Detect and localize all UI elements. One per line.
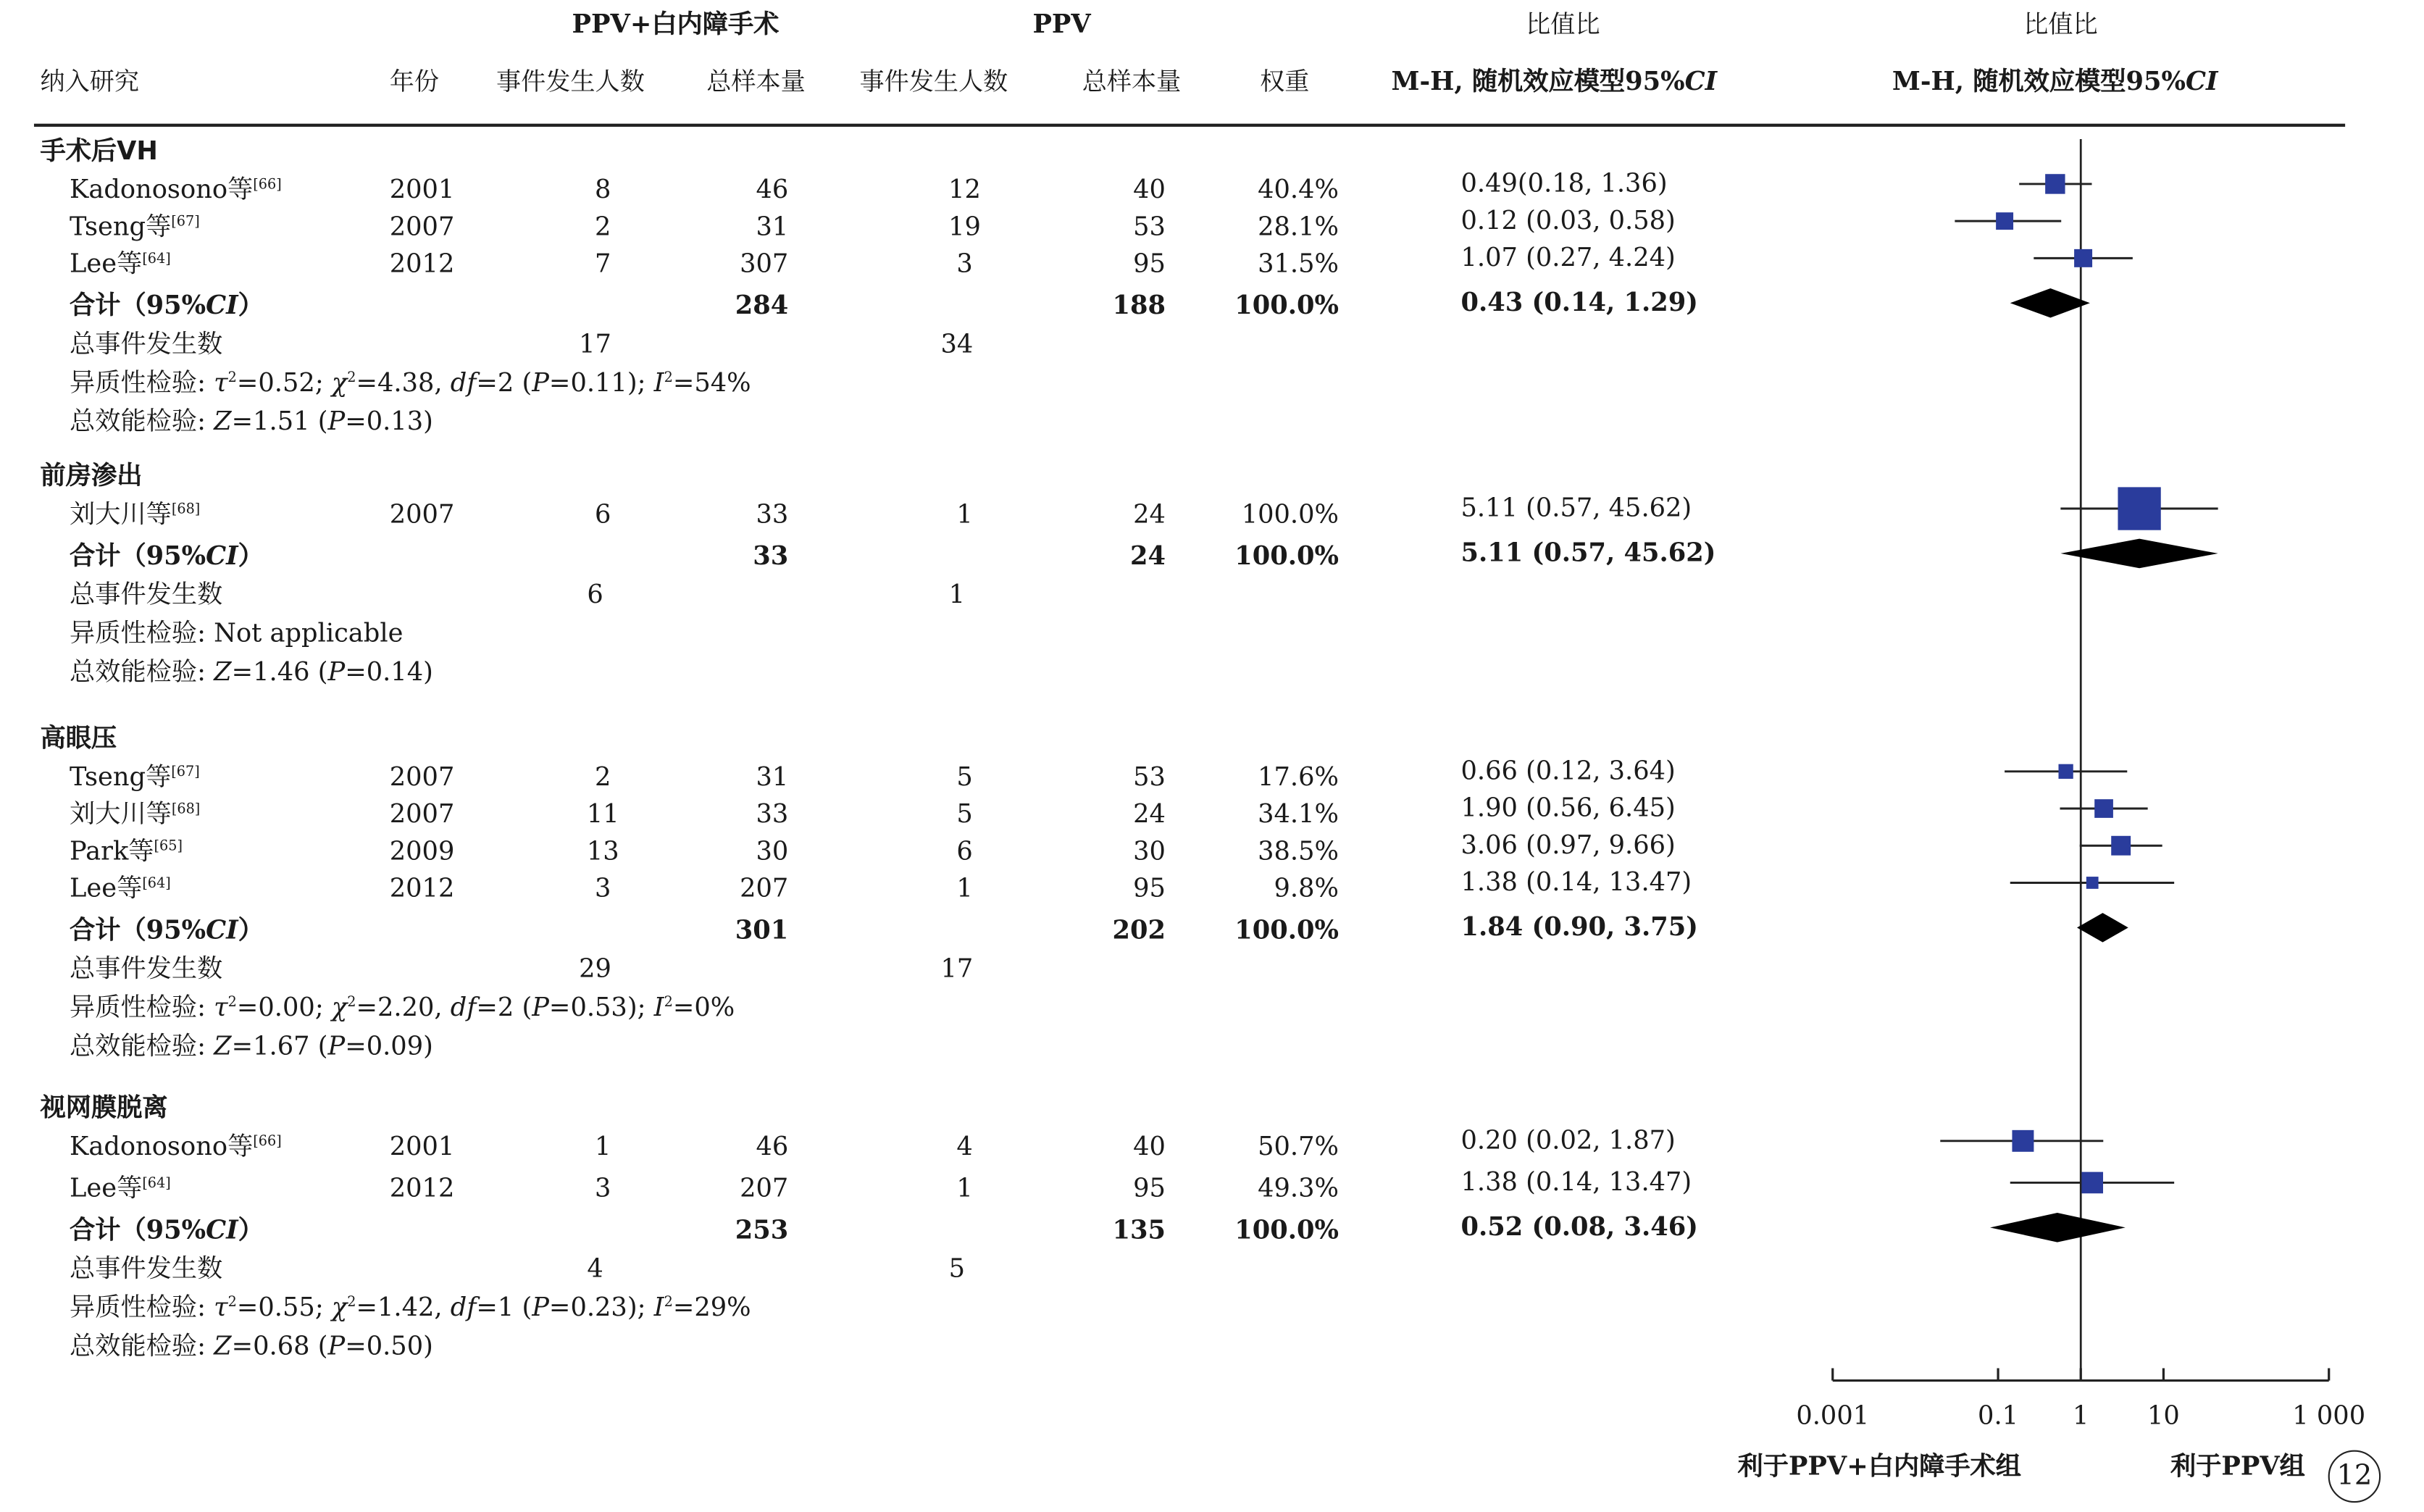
heterogeneity-symbol: = <box>236 992 259 1022</box>
effect-symbol: ) <box>423 406 433 436</box>
heterogeneity-symbol: df <box>450 1292 477 1322</box>
total-label-part: ） <box>238 540 264 571</box>
effect-symbol: ( <box>309 406 328 436</box>
effect-value: 1.46 <box>253 656 310 687</box>
study-ref: [65] <box>154 839 183 856</box>
total-label-part: ） <box>238 291 264 320</box>
study-square <box>2094 799 2113 818</box>
study-year: 2007 <box>389 212 455 241</box>
subgroup-title: 手术后VH <box>40 135 158 166</box>
heterogeneity-symbol: 2 <box>664 371 673 387</box>
total-ppv-cataract: 46 <box>756 1132 789 1161</box>
effect-symbol: ) <box>423 1331 433 1361</box>
events-ppv: 5 <box>956 799 973 829</box>
total-ppv-cataract: 207 <box>740 1173 789 1203</box>
study-square <box>2045 174 2065 193</box>
effect-symbol: ) <box>423 656 433 687</box>
effect-symbol: Z <box>214 1031 232 1061</box>
heterogeneity-symbol: P <box>532 992 549 1022</box>
total-ci-text: 0.43 (0.14, 1.29) <box>1460 287 1698 317</box>
heterogeneity-value: 2 <box>497 992 514 1022</box>
total-n-ppv-cataract: 33 <box>753 540 789 571</box>
heterogeneity-symbol: I <box>653 1292 664 1322</box>
study-ci-text: 5.11 (0.57, 45.62) <box>1460 493 1692 523</box>
study-name: Kadonosono等 <box>70 175 254 204</box>
study-year: 2007 <box>389 799 455 829</box>
study-square <box>1996 212 2013 230</box>
study-year: 2012 <box>389 873 455 903</box>
events-sum-ppv-cataract: 29 <box>579 953 611 984</box>
effect-value: 0.68 <box>253 1331 310 1361</box>
heterogeneity-label: 异质性检验: <box>70 1292 214 1322</box>
col-year: 年份 <box>389 66 440 96</box>
events-label: 总事件发生数 <box>70 1253 223 1284</box>
effect-symbol: ( <box>309 656 328 687</box>
study-weight: 100.0% <box>1241 499 1339 529</box>
study-name: 刘大川等 <box>70 799 172 829</box>
study-ci-text: 1.38 (0.14, 13.47) <box>1460 1167 1692 1197</box>
col-method-right-text: M-H, 随机效应模型95% <box>1892 66 2186 96</box>
col-events-2: 事件发生人数 <box>859 66 1008 96</box>
study-weight: 34.1% <box>1258 799 1339 829</box>
total-ppv: 40 <box>1133 175 1166 204</box>
heterogeneity-value: 0.11 <box>570 367 627 398</box>
heterogeneity-symbol: = <box>356 1292 377 1322</box>
group-header-ppv-cataract: PPV+白内障手术 <box>572 9 780 39</box>
total-ppv: 53 <box>1133 212 1166 241</box>
study-ci-text: 1.90 (0.56, 6.45) <box>1460 793 1676 823</box>
events-ppv-cataract: 2 <box>595 762 611 792</box>
or-header-right: 比值比 <box>2023 9 2098 39</box>
events-ppv: 4 <box>956 1132 973 1161</box>
events-ppv-cataract: 1 <box>595 1132 611 1161</box>
heterogeneity-value: 0.53 <box>570 992 627 1022</box>
study-ci-text: 0.66 (0.12, 3.64) <box>1460 756 1676 786</box>
study-weight: 40.4% <box>1258 175 1339 204</box>
total-label-part: CI <box>206 291 238 320</box>
effect-value: 0.13 <box>366 406 424 436</box>
effect-symbol: ( <box>309 1331 328 1361</box>
effect-symbol: ( <box>309 1031 328 1061</box>
events-ppv: 1 <box>956 1173 973 1203</box>
events-ppv-cataract: 7 <box>595 248 611 279</box>
col-total-1: 总样本量 <box>706 66 806 96</box>
study-square <box>2111 836 2131 856</box>
heterogeneity-symbol: I <box>653 992 664 1022</box>
heterogeneity-value: 2 <box>497 367 514 398</box>
heterogeneity-symbol: = <box>672 367 695 398</box>
figure-number-badge: 12 <box>2328 1450 2381 1503</box>
heterogeneity-symbol: I <box>653 367 664 398</box>
events-ppv: 5 <box>956 762 973 792</box>
events-ppv-cataract: 13 <box>586 836 619 866</box>
subgroup-title: 前房渗出 <box>40 460 143 490</box>
heterogeneity-symbol: df <box>450 367 477 398</box>
effect-symbol: ) <box>423 1031 433 1061</box>
effect-value: 0.14 <box>366 656 424 687</box>
heterogeneity-symbol: 2 <box>227 995 237 1011</box>
heterogeneity-symbol: ( <box>514 992 532 1022</box>
events-sum-ppv-cataract: 17 <box>579 329 611 359</box>
heterogeneity-label: 异质性检验: <box>70 367 214 398</box>
total-label-part: 合计（95% <box>70 540 206 571</box>
x-tick-label: 0.001 <box>1796 1400 1870 1430</box>
events-ppv: 1 <box>956 499 973 529</box>
study-ref: [68] <box>171 502 201 518</box>
favors-right-label: 利于PPV组 <box>2170 1451 2305 1482</box>
heterogeneity-symbol: 2 <box>347 371 356 387</box>
study-square <box>2012 1130 2034 1152</box>
events-ppv-cataract: 8 <box>595 175 611 204</box>
heterogeneity-symbol: = <box>236 367 259 398</box>
total-ci-text: 1.84 (0.90, 3.75) <box>1460 912 1698 942</box>
heterogeneity-symbol: ; <box>314 367 332 398</box>
total-ppv: 40 <box>1133 1132 1166 1161</box>
total-ppv: 24 <box>1133 799 1166 829</box>
study-year: 2001 <box>389 175 455 204</box>
total-ppv: 24 <box>1133 499 1166 529</box>
heterogeneity-symbol: 2 <box>347 995 356 1011</box>
effect-value: 1.51 <box>253 406 310 436</box>
study-year: 2009 <box>389 836 455 866</box>
heterogeneity-value: 1 <box>497 1292 514 1322</box>
events-ppv-cataract: 2 <box>595 212 611 241</box>
heterogeneity-symbol: 2 <box>347 1295 356 1311</box>
heterogeneity-value: 29% <box>694 1292 751 1322</box>
heterogeneity-symbol: = <box>476 992 498 1022</box>
effect-value: 1.67 <box>253 1031 310 1061</box>
total-weight: 100.0% <box>1234 291 1339 320</box>
heterogeneity-symbol: ( <box>514 1292 532 1322</box>
heterogeneity-symbol: = <box>476 367 498 398</box>
col-study: 纳入研究 <box>40 66 140 96</box>
group-header-ppv: PPV <box>1032 9 1091 39</box>
study-ci-text: 1.07 (0.27, 4.24) <box>1460 243 1676 272</box>
study-ci-text: 3.06 (0.97, 9.66) <box>1460 830 1676 860</box>
events-ppv-cataract: 11 <box>586 799 619 829</box>
total-label-part: ） <box>238 915 264 945</box>
total-ppv: 53 <box>1133 762 1166 792</box>
effect-symbol: P <box>327 1331 346 1361</box>
total-ppv-cataract: 33 <box>756 799 789 829</box>
heterogeneity-value: 0.55 <box>258 1292 315 1322</box>
total-ppv-cataract: 31 <box>756 212 789 241</box>
events-sum-ppv: 1 <box>948 580 966 609</box>
events-ppv-cataract: 6 <box>595 499 611 529</box>
total-ppv: 95 <box>1133 1173 1166 1203</box>
effect-symbol: = <box>231 1331 254 1361</box>
total-n-ppv-cataract: 284 <box>735 291 789 320</box>
heterogeneity-value: 0% <box>694 992 735 1022</box>
heterogeneity-symbol: 2 <box>664 995 673 1011</box>
total-label-part: CI <box>206 540 238 571</box>
pooled-diamond <box>2060 539 2218 569</box>
study-weight: 50.7% <box>1258 1132 1339 1161</box>
pooled-diamond <box>1990 1213 2126 1242</box>
total-label-part: CI <box>206 1215 238 1245</box>
effect-symbol: Z <box>214 406 232 436</box>
total-ppv-cataract: 31 <box>756 762 789 792</box>
study-ref: [68] <box>171 802 201 818</box>
total-n-ppv: 202 <box>1112 915 1166 945</box>
heterogeneity-text: Not applicable <box>214 618 404 648</box>
study-name: Park等 <box>70 836 154 866</box>
study-ci-text: 0.20 (0.02, 1.87) <box>1460 1125 1676 1156</box>
heterogeneity-symbol: χ <box>331 367 348 398</box>
heterogeneity-symbol: , <box>434 992 451 1022</box>
pooled-diamond <box>2010 288 2090 318</box>
heterogeneity-symbol: 2 <box>227 371 237 387</box>
heterogeneity-value: 0.52 <box>258 367 315 398</box>
heterogeneity-symbol: df <box>450 992 477 1022</box>
study-ci-text: 0.49(0.18, 1.36) <box>1460 168 1668 199</box>
study-ci-text: 0.12 (0.03, 0.58) <box>1460 205 1676 235</box>
heterogeneity-label: 异质性检验: <box>70 618 214 648</box>
effect-symbol: = <box>345 1331 367 1361</box>
study-year: 2001 <box>389 1132 455 1161</box>
x-tick-label: 1 000 <box>2292 1400 2366 1430</box>
heterogeneity-symbol: τ <box>214 992 228 1022</box>
study-year: 2012 <box>389 1173 455 1203</box>
study-year: 2012 <box>389 248 455 279</box>
study-ref: [66] <box>253 177 282 193</box>
heterogeneity-symbol: = <box>356 367 377 398</box>
total-label-part: 合计（95% <box>70 915 206 945</box>
effect-symbol: = <box>231 1031 254 1061</box>
total-n-ppv: 135 <box>1112 1215 1166 1245</box>
heterogeneity-value: 0.23 <box>570 1292 627 1322</box>
effect-symbol: P <box>327 1031 346 1061</box>
heterogeneity-symbol: ( <box>514 367 532 398</box>
heterogeneity-symbol: χ <box>331 1292 348 1322</box>
effect-value: 总效能检验: <box>70 1031 214 1061</box>
study-square <box>2081 1172 2103 1194</box>
study-year: 2007 <box>389 499 455 529</box>
study-weight: 49.3% <box>1258 1173 1339 1203</box>
effect-symbol: = <box>231 406 254 436</box>
effect-value: 总效能检验: <box>70 1331 214 1361</box>
heterogeneity-symbol: τ <box>214 1292 228 1322</box>
events-ppv-cataract: 3 <box>595 873 611 903</box>
effect-value: 0.09 <box>366 1031 424 1061</box>
events-label: 总事件发生数 <box>70 329 223 359</box>
total-ppv: 30 <box>1133 836 1166 866</box>
heterogeneity-symbol: = <box>548 992 571 1022</box>
study-ref: [67] <box>171 765 200 781</box>
study-ref: [67] <box>171 214 200 230</box>
study-weight: 28.1% <box>1258 212 1339 241</box>
events-sum-ppv: 5 <box>948 1253 966 1284</box>
study-name: Lee等 <box>70 1173 143 1203</box>
total-ppv-cataract: 33 <box>756 499 789 529</box>
events-ppv: 19 <box>948 212 981 241</box>
effect-value: 总效能检验: <box>70 406 214 436</box>
events-ppv: 12 <box>948 175 981 204</box>
heterogeneity-symbol: τ <box>214 367 228 398</box>
total-ppv-cataract: 46 <box>756 175 789 204</box>
heterogeneity-value: 2.20 <box>377 992 435 1022</box>
study-ref: [64] <box>142 1176 171 1193</box>
study-weight: 31.5% <box>1258 248 1339 279</box>
heterogeneity-symbol: = <box>548 1292 571 1322</box>
effect-symbol: Z <box>214 656 232 687</box>
heterogeneity-value: 1.42 <box>377 1292 435 1322</box>
heterogeneity-label: 异质性检验: <box>70 992 214 1022</box>
study-year: 2007 <box>389 762 455 792</box>
x-tick-label: 1 <box>2073 1400 2089 1430</box>
total-label-part: 合计（95% <box>70 1215 206 1245</box>
col-method-left-ci: CI <box>1684 66 1718 96</box>
heterogeneity-value: 0.00 <box>258 992 315 1022</box>
x-tick-label: 0.1 <box>1978 1400 2019 1430</box>
total-label-part: 合计（95% <box>70 291 206 320</box>
heterogeneity-symbol: ); <box>627 1292 654 1322</box>
total-ppv: 95 <box>1133 873 1166 903</box>
events-label: 总事件发生数 <box>70 580 223 609</box>
total-n-ppv-cataract: 253 <box>735 1215 789 1245</box>
heterogeneity-symbol: ; <box>314 992 332 1022</box>
study-square <box>2118 487 2160 530</box>
effect-value: 0.50 <box>366 1331 424 1361</box>
heterogeneity-symbol: , <box>434 367 451 398</box>
total-label-part: CI <box>206 915 238 945</box>
total-ci-text: 0.52 (0.08, 3.46) <box>1460 1211 1698 1242</box>
effect-symbol: = <box>231 656 254 687</box>
heterogeneity-symbol: 2 <box>227 1295 237 1311</box>
study-ref: [66] <box>253 1135 282 1150</box>
heterogeneity-symbol: = <box>548 367 571 398</box>
study-name: Tseng等 <box>70 762 172 792</box>
events-sum-ppv: 34 <box>940 329 974 359</box>
total-weight: 100.0% <box>1234 540 1339 571</box>
events-sum-ppv: 17 <box>940 953 974 984</box>
total-label-part: ） <box>238 1215 264 1245</box>
study-weight: 9.8% <box>1274 873 1339 903</box>
heterogeneity-symbol: ); <box>627 367 654 398</box>
events-ppv: 3 <box>956 248 973 279</box>
pooled-diamond <box>2077 913 2128 943</box>
total-ppv: 95 <box>1133 248 1166 279</box>
study-square <box>2086 877 2099 889</box>
col-events-1: 事件发生人数 <box>496 66 645 96</box>
heterogeneity-value: 4.38 <box>377 367 435 398</box>
effect-symbol: = <box>345 406 367 436</box>
total-n-ppv: 188 <box>1112 291 1166 320</box>
effect-value: 总效能检验: <box>70 656 214 687</box>
study-ref: [64] <box>142 251 171 268</box>
total-ci-text: 5.11 (0.57, 45.62) <box>1460 538 1716 568</box>
study-weight: 38.5% <box>1258 836 1339 866</box>
heterogeneity-symbol: ; <box>314 1292 332 1322</box>
heterogeneity-symbol: ); <box>627 992 654 1022</box>
total-weight: 100.0% <box>1234 915 1339 945</box>
heterogeneity-symbol: = <box>476 1292 498 1322</box>
events-ppv: 6 <box>956 836 973 866</box>
total-ppv-cataract: 207 <box>740 873 789 903</box>
events-sum-ppv-cataract: 6 <box>587 580 603 609</box>
study-square <box>2058 764 2073 779</box>
study-name: Lee等 <box>70 248 143 279</box>
heterogeneity-symbol: = <box>672 992 695 1022</box>
effect-symbol: P <box>327 656 346 687</box>
col-total-2: 总样本量 <box>1082 66 1182 96</box>
heterogeneity-symbol: = <box>672 1292 695 1322</box>
heterogeneity-symbol: 2 <box>664 1295 673 1311</box>
heterogeneity-symbol: P <box>532 1292 549 1322</box>
or-header-left: 比值比 <box>1526 9 1600 39</box>
total-n-ppv: 24 <box>1129 540 1166 571</box>
heterogeneity-symbol: χ <box>331 992 348 1022</box>
heterogeneity-symbol: = <box>356 992 377 1022</box>
col-method-right-ci: CI <box>2186 66 2218 96</box>
effect-symbol: P <box>327 406 346 436</box>
total-ppv-cataract: 307 <box>740 248 789 279</box>
effect-symbol: Z <box>214 1331 232 1361</box>
study-name: Tseng等 <box>70 212 172 241</box>
study-name: Lee等 <box>70 873 143 903</box>
col-weight: 权重 <box>1260 66 1310 96</box>
study-square <box>2074 249 2092 267</box>
total-weight: 100.0% <box>1234 1215 1339 1245</box>
heterogeneity-symbol: P <box>532 367 549 398</box>
subgroup-title: 视网膜脱离 <box>40 1093 168 1123</box>
favors-left-label: 利于PPV+白内障手术组 <box>1737 1451 2021 1482</box>
total-n-ppv-cataract: 301 <box>735 915 789 945</box>
events-ppv: 1 <box>956 873 973 903</box>
total-ppv-cataract: 30 <box>756 836 789 866</box>
study-name: 刘大川等 <box>70 499 172 529</box>
study-ci-text: 1.38 (0.14, 13.47) <box>1460 867 1692 897</box>
heterogeneity-value: 54% <box>694 367 751 398</box>
study-ref: [64] <box>142 876 171 893</box>
subgroup-title: 高眼压 <box>40 723 117 753</box>
effect-symbol: = <box>345 1031 367 1061</box>
x-tick-label: 10 <box>2147 1400 2180 1430</box>
col-method-left-text: M-H, 随机效应模型95% <box>1391 66 1685 96</box>
events-sum-ppv-cataract: 4 <box>587 1253 603 1284</box>
heterogeneity-symbol: = <box>236 1292 259 1322</box>
effect-symbol: = <box>345 656 367 687</box>
events-label: 总事件发生数 <box>70 953 223 984</box>
heterogeneity-symbol: , <box>434 1292 451 1322</box>
events-ppv-cataract: 3 <box>595 1173 611 1203</box>
study-weight: 17.6% <box>1258 762 1339 792</box>
study-name: Kadonosono等 <box>70 1132 254 1161</box>
